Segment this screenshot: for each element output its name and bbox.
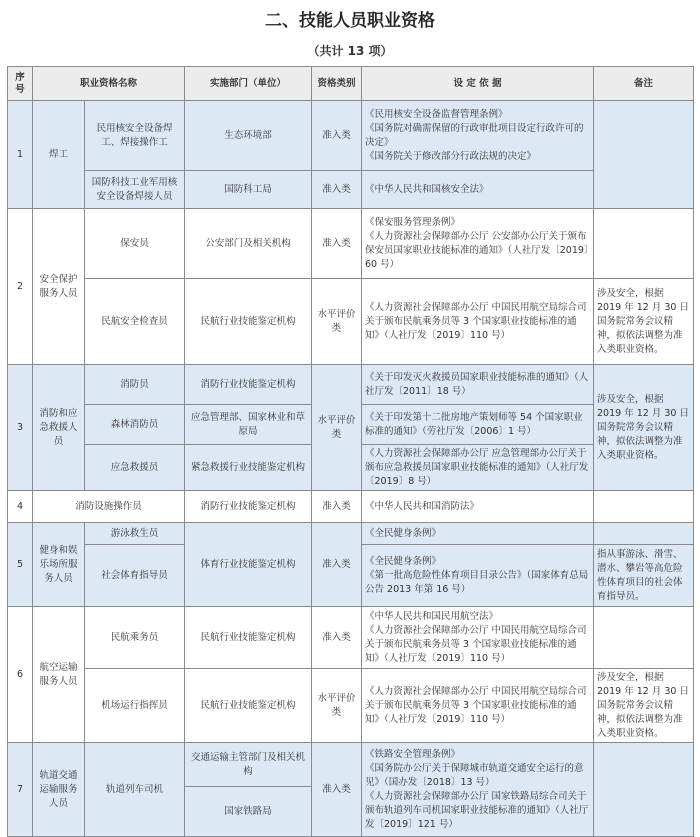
row-seq: 1 xyxy=(8,101,33,209)
row-type: 水平评价类 xyxy=(312,365,362,491)
row-name: 消防员 xyxy=(85,365,185,405)
row-basis: 《中华人民共和国核安全法》 xyxy=(362,171,594,209)
row-name: 保安员 xyxy=(85,209,185,279)
qualification-table xyxy=(7,66,694,837)
row-basis: 《全民健身条例》 xyxy=(362,523,594,545)
row-basis: 《铁路安全管理条例》 《国务院办公厅关于保障城市轨道交通安全运行的意见》（国办发〔2018〕13 号） 《人力资源社会保障部办公厅 国家铁路局综合司关于颁布轨道列车司机国家职业技能标准的通知》（人社厅发〔2019〕121 号） xyxy=(362,743,594,837)
row-dept: 民航行业技能鉴定机构 xyxy=(185,669,312,743)
row-dept: 民航行业技能鉴定机构 xyxy=(185,279,312,365)
row-basis: 《关于印发灭火救援员国家职业技能标准的通知》（人社厅发〔2011〕18 号） xyxy=(362,365,594,405)
row-name: 民航乘务员 xyxy=(85,607,185,669)
row-note: 涉及安全，根据 2019 年 12 月 30 日国务院常务会议精神，拟依法调整为准入类职业资格。 xyxy=(594,365,694,491)
row-dept: 应急管理部、国家林业和草原局 xyxy=(185,405,312,445)
header-name: 职业资格名称 xyxy=(33,67,185,101)
page-title: 二、技能人员职业资格 xyxy=(265,11,435,31)
row-group: 安全保护服务人员 xyxy=(33,209,85,365)
row-dept: 交通运输主管部门及相关机构 xyxy=(185,743,312,787)
row-note: 涉及安全，根据 2019 年 12 月 30 日国务院常务会议精神，拟依法调整为准入类职业资格。 xyxy=(594,669,694,743)
row-group: 焊工 xyxy=(33,101,85,209)
row-seq: 6 xyxy=(8,607,33,743)
table-row xyxy=(8,171,694,209)
table-header-row xyxy=(8,67,694,101)
table-row xyxy=(8,101,694,171)
row-dept: 消防行业技能鉴定机构 xyxy=(185,491,312,523)
row-name: 森林消防员 xyxy=(85,405,185,445)
header-basis: 设 定 依 据 xyxy=(362,67,594,101)
row-note xyxy=(594,101,694,209)
row-type: 准入类 xyxy=(312,101,362,171)
row-basis: 《人力资源社会保障部办公厅 应急管理部办公厅关于颁布应急救援员国家职业技能标准的通知》（人社厅发〔2019〕8 号） xyxy=(362,445,594,491)
row-dept: 生态环境部 xyxy=(185,101,312,171)
row-name: 民航安全检查员 xyxy=(85,279,185,365)
row-name: 消防设施操作员 xyxy=(33,491,185,523)
row-dept: 公安部门及相关机构 xyxy=(185,209,312,279)
row-group: 航空运输服务人员 xyxy=(33,607,85,743)
row-name: 国防科技工业军用核安全设备焊接人员 xyxy=(85,171,185,209)
row-seq: 4 xyxy=(8,491,33,523)
row-basis: 《关于印发第十二批房地产策划师等 54 个国家职业标准的通知》（劳社厅发〔2006〕1 号） xyxy=(362,405,594,445)
header-note: 备注 xyxy=(594,67,694,101)
row-name: 游泳救生员 xyxy=(85,523,185,545)
header-dept: 实施部门（单位） xyxy=(185,67,312,101)
table-row xyxy=(8,209,694,279)
row-note xyxy=(594,607,694,669)
header-type: 资格类别 xyxy=(312,67,362,101)
row-basis: 《保安服务管理条例》 《人力资源社会保障部办公厅 公安部办公厅关于颁布保安员国家职业技能标准的通知》（人社厅发〔2019〕60 号） xyxy=(362,209,594,279)
row-group: 轨道交通运输服务人员 xyxy=(33,743,85,837)
row-name: 民用核安全设备焊工、焊接操作工 xyxy=(85,101,185,171)
row-note xyxy=(594,743,694,837)
table-row xyxy=(8,279,694,365)
row-note: 指从事游泳、滑雪、潜水、攀岩等高危险性体育项目的社会体育指导员。 xyxy=(594,545,694,607)
row-type: 水平评价类 xyxy=(312,669,362,743)
table-row xyxy=(8,669,694,743)
row-name: 应急救援员 xyxy=(85,445,185,491)
row-basis: 《全民健身条例》 《第一批高危险性体育项目目录公告》（国家体育总局公告 2013 年第 16 号） xyxy=(362,545,594,607)
row-note xyxy=(594,523,694,545)
row-dept: 紧急救援行业技能鉴定机构 xyxy=(185,445,312,491)
row-name: 机场运行指挥员 xyxy=(85,669,185,743)
row-dept: 消防行业技能鉴定机构 xyxy=(185,365,312,405)
page-subtitle: （共计 13 项） xyxy=(307,44,393,58)
row-basis: 《中华人民共和国民用航空法》 《人力资源社会保障部办公厅 中国民用航空局综合司关于颁布民航乘务员等 3 个国家职业技能标准的通知》（人社厅发〔2019〕110 号） xyxy=(362,607,594,669)
row-type: 准入类 xyxy=(312,523,362,607)
row-dept: 国家铁路局 xyxy=(185,787,312,837)
row-seq: 3 xyxy=(8,365,33,491)
table-row xyxy=(8,523,694,545)
row-type: 准入类 xyxy=(312,171,362,209)
header-seq: 序号 xyxy=(8,67,33,101)
row-type: 准入类 xyxy=(312,743,362,837)
table-row xyxy=(8,365,694,405)
row-dept: 民航行业技能鉴定机构 xyxy=(185,607,312,669)
row-group: 消防和应急救援人员 xyxy=(33,365,85,491)
row-seq: 7 xyxy=(8,743,33,837)
row-dept: 体育行业技能鉴定机构 xyxy=(185,523,312,607)
row-seq: 2 xyxy=(8,209,33,365)
row-type: 准入类 xyxy=(312,491,362,523)
row-note xyxy=(594,491,694,523)
row-basis: 《民用核安全设备监督管理条例》 《国务院对确需保留的行政审批项目设定行政许可的决定》 《国务院关于修改部分行政法规的决定》 xyxy=(362,101,594,171)
table-row xyxy=(8,743,694,787)
row-type: 水平评价类 xyxy=(312,279,362,365)
row-dept: 国防科工局 xyxy=(185,171,312,209)
row-basis: 《人力资源社会保障部办公厅 中国民用航空局综合司关于颁布民航乘务员等 3 个国家职业技能标准的通知》（人社厅发〔2019〕110 号） xyxy=(362,279,594,365)
row-basis: 《人力资源社会保障部办公厅 中国民用航空局综合司关于颁布民航乘务员等 3 个国家职业技能标准的通知》（人社厅发〔2019〕110 号） xyxy=(362,669,594,743)
row-seq: 5 xyxy=(8,523,33,607)
table-row xyxy=(8,607,694,669)
row-note xyxy=(594,209,694,279)
row-note: 涉及安全，根据 2019 年 12 月 30 日国务院常务会议精神，拟依法调整为准入类职业资格。 xyxy=(594,279,694,365)
row-group: 健身和娱乐场所服务人员 xyxy=(33,523,85,607)
row-type: 准入类 xyxy=(312,209,362,279)
table-row xyxy=(8,491,694,523)
row-basis: 《中华人民共和国消防法》 xyxy=(362,491,594,523)
row-type: 准入类 xyxy=(312,607,362,669)
row-name: 轨道列车司机 xyxy=(85,743,185,837)
row-name: 社会体育指导员 xyxy=(85,545,185,607)
